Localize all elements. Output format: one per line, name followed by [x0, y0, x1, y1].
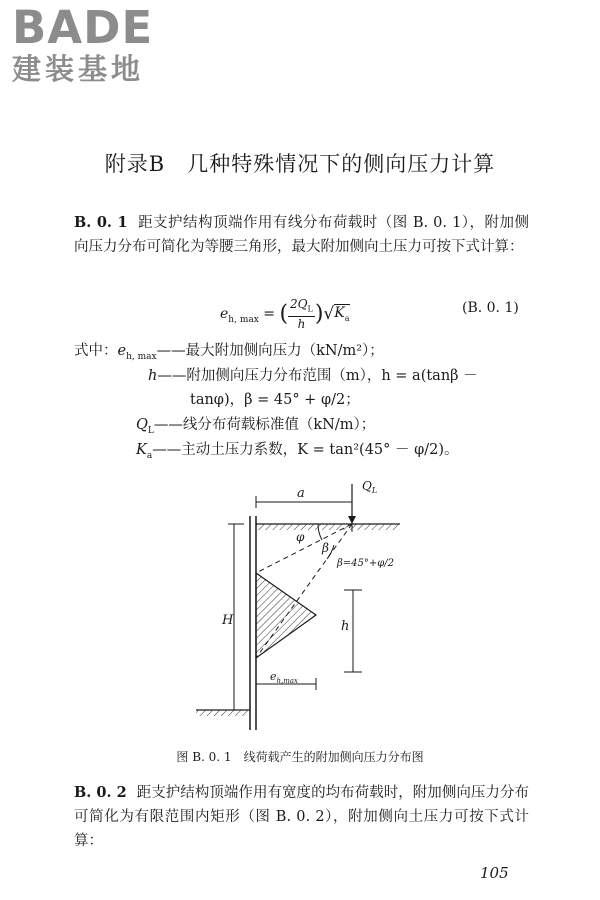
figure-caption: 图 B. 0. 1 线荷载产生的附加侧向压力分布图 — [176, 750, 424, 764]
label-QL-sub: L — [371, 486, 378, 495]
definition-1-sub: h, max — [126, 351, 157, 362]
section-b01 — [74, 211, 529, 259]
ground-hatch — [256, 524, 400, 530]
section-b02 — [74, 781, 529, 853]
definition-4-symbol: K — [136, 442, 147, 458]
formula-number: (B. 0. 1) — [462, 300, 519, 316]
logo-latin-text: BADE — [12, 1, 154, 54]
formula-equals: = — [258, 306, 280, 323]
section-b02-text: 距支护结构顶端作用有宽度的均布荷载时，附加侧向压力分布可简化为有限范围内矩形（图 B. 0. 2），附加侧向土压力可按下式计算： — [74, 785, 529, 849]
definition-intro: 式中： — [74, 343, 118, 359]
definition-4-sub: a — [146, 450, 153, 461]
definition-2-row-cont — [190, 388, 360, 412]
label-beta-eq: β=45°+φ/2 — [337, 558, 394, 569]
definition-2-text-line2: tanφ)，β = 45° + φ/2； — [190, 392, 360, 408]
pressure-triangle — [256, 573, 316, 658]
label-QL — [362, 479, 377, 495]
label-phi: φ — [296, 530, 305, 544]
formula-numerator-sub: L — [307, 304, 313, 314]
formula-root: K — [334, 305, 345, 322]
formula-b01: $e_{h, max}$ = ( $\frac{2Q_L}{h}$ )$√K_a$ — [220, 297, 350, 332]
definition-4-row — [136, 438, 459, 468]
definition-2-text-line1: ——附加侧向压力分布范围（m），h = a(tanβ － — [157, 368, 478, 384]
formula-fraction — [288, 297, 315, 331]
definition-1-text: ——最大附加侧向压力（kN/m²）； — [156, 343, 384, 359]
definition-1-symbol: e — [117, 343, 127, 359]
retaining-wall — [250, 516, 256, 730]
page-title: 附录B 几种特殊情况下的侧向压力计算 — [104, 152, 496, 176]
figure-b01-diagram — [0, 470, 600, 740]
section-b02-number: B. 0. 2 — [74, 784, 127, 801]
page-number: 105 — [480, 864, 509, 882]
definition-3-symbol: Q — [136, 417, 148, 433]
formula-lhs: e — [220, 306, 229, 323]
definition-3-sub: L — [147, 425, 154, 436]
label-h: h — [341, 619, 350, 634]
label-QL-main: Q — [362, 479, 372, 493]
formula-denominator: h — [297, 317, 306, 332]
label-a: a — [297, 486, 305, 501]
definition-2-symbol: h — [148, 368, 158, 384]
formula-root-sub: a — [344, 314, 350, 324]
definition-3-text: ——线分布荷载标准值（kN/m）； — [153, 417, 376, 433]
section-b01-text: 距支护结构顶端作用有线分布荷载时（图 B. 0. 1），附加侧向压力分布可简化为等腰三角形，最大附加侧向土压力可按下式计算： — [74, 215, 529, 255]
label-e-main: e — [270, 670, 277, 683]
section-b01-number: B. 0. 1 — [74, 214, 128, 231]
formula-numerator: 2Q — [290, 297, 308, 311]
load-arrow — [348, 484, 356, 524]
label-beta: β — [322, 541, 329, 555]
logo-chinese-text: 建装基地 — [12, 52, 145, 86]
definition-4-text: ——主动土压力系数，K = tan²(45° － φ/2)。 — [152, 442, 459, 458]
definition-2-row — [148, 364, 478, 388]
label-e-sub: h,max — [276, 677, 299, 685]
formula-lhs-sub: h, max — [228, 315, 259, 325]
label-e — [270, 670, 298, 685]
label-H: H — [222, 613, 234, 628]
brand-logo — [12, 1, 177, 86]
base-ground-hatch — [196, 710, 250, 716]
